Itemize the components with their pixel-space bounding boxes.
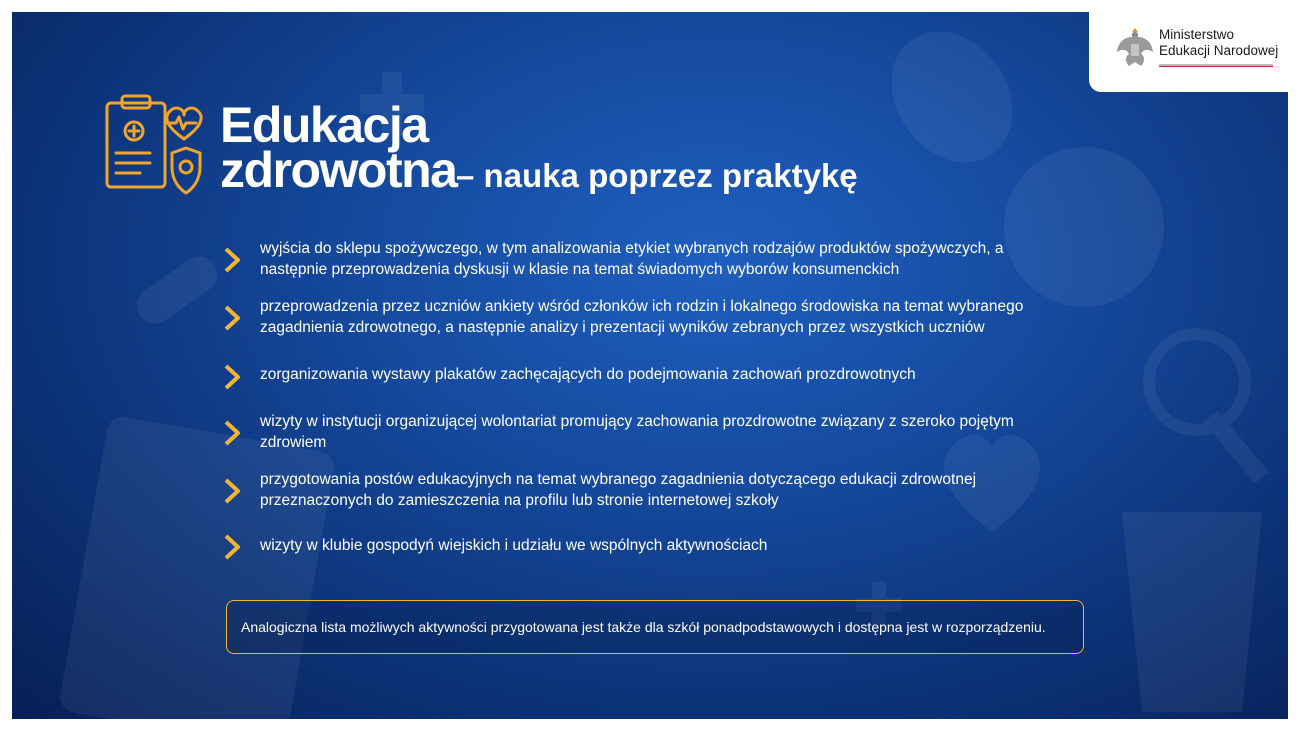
list-item xyxy=(222,238,1022,282)
chevron-right-icon xyxy=(222,419,242,447)
flag-stripe xyxy=(1159,64,1273,67)
list-item xyxy=(222,469,1022,513)
list-item-text: wyjścia do sklepu spożywczego, w tym analizowania etykiet wybranych rodzajów produktów spożywczych, a następnie przeprowadzenia dyskusji w klasie na temat świadomych wyborów konsumenckich xyxy=(260,240,1004,278)
ministry-name xyxy=(1159,27,1278,59)
note-text: Analogiczna lista możliwych aktywności przygotowana jest także dla szkół ponadpodstawowych i dostępna jest w rozporządzeniu. xyxy=(241,619,1046,635)
ministry-name-line2: Edukacji Narodowej xyxy=(1159,43,1279,58)
note-box xyxy=(226,600,1084,654)
list-item-text: przeprowadzenia przez uczniów ankiety wśród członków ich rodzin i lokalnego środowiska na temat wybranego zagadnienia zdrowotnego, a następnie analizy i prezentacji wyników zebranych przez wszystkich uczniów xyxy=(260,298,1024,336)
health-clipboard-heart-shield-icon xyxy=(104,93,204,205)
list-item-text: wizyty w klubie gospodyń wiejskich i udziału we wspólnych aktywnościach xyxy=(260,537,768,554)
chevron-right-icon xyxy=(222,477,242,505)
list-item xyxy=(222,296,1022,340)
subtitle: – nauka poprzez praktykę xyxy=(456,157,858,194)
list-item-text: zorganizowania wystawy plakatów zachęcających do podejmowania zachowań prozdrowotnych xyxy=(260,366,916,383)
title-line-1: Edukacja xyxy=(220,97,428,153)
polish-eagle-emblem-icon xyxy=(1115,24,1155,70)
chevron-right-icon xyxy=(222,363,242,391)
chevron-right-icon xyxy=(222,304,242,332)
ministry-name-line1: Ministerstwo xyxy=(1159,27,1235,42)
list-item-text: wizyty w instytucji organizującej wolontariat promujący zachowania prozdrowotne związany z szeroko pojętym zdrowiem xyxy=(260,413,1014,451)
list-item-text: przygotowania postów edukacyjnych na temat wybranego zagadnienia dotyczącego edukacji zdrowotnej przeznaczonych do zamieszczenia na profilu lub stronie internetowej szkoły xyxy=(260,471,977,509)
list-item xyxy=(222,411,1022,455)
chevron-right-icon xyxy=(222,533,242,561)
list-item xyxy=(222,364,1022,388)
chevron-right-icon xyxy=(222,246,242,274)
title-line-2: zdrowotna xyxy=(220,142,457,198)
list-item xyxy=(222,535,1022,559)
